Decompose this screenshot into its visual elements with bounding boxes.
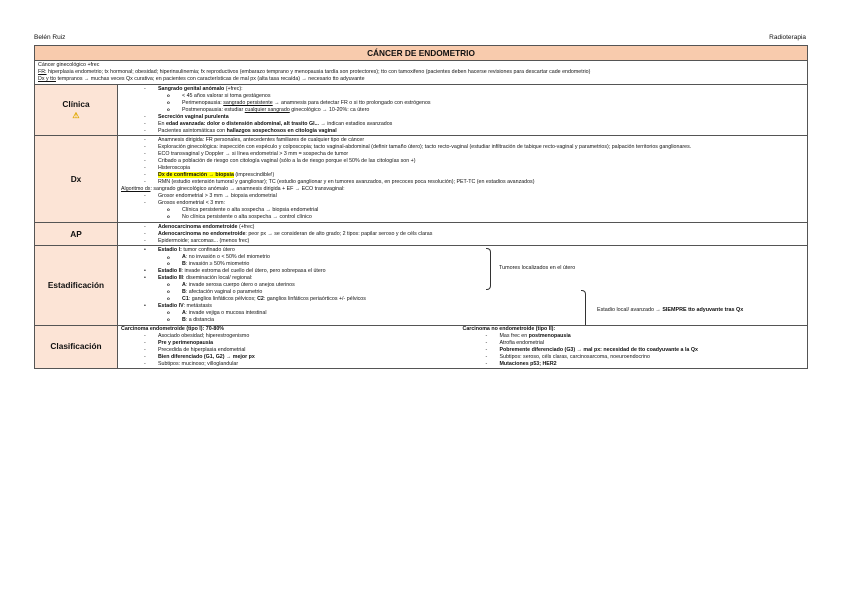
dx-label: Dx [35, 136, 118, 222]
list-item [463, 333, 805, 340]
list-item [121, 107, 804, 114]
text: Adenocarcinoma no endometroide [158, 230, 246, 237]
highlight-biopsia: Dx de confirmación → biopsia [158, 172, 234, 179]
algoritmo-label: Algoritmo dx [121, 186, 151, 193]
text: : invade vejiga o mucosa intestinal [185, 309, 267, 316]
intro-fr [38, 69, 804, 76]
list-item: - RMN (estudio extensión tumoral y ganglionar); TC (estudio ganglionar y en tumores avanzados, en precoces poca resolución); PET-TC (en estadios avanzados) [121, 179, 804, 186]
text: Estadio II [158, 268, 182, 275]
text: : ganglios linfáticos periaórticos +/- pélvicos [263, 296, 366, 303]
text: C2 [257, 296, 264, 303]
text: : diseminación local/ regional: [183, 275, 253, 282]
brace-avanzado-label [597, 307, 743, 314]
list-item: o < 45 años valorar si toma gestágenos [121, 93, 804, 100]
text: (+frec) [237, 223, 255, 230]
text: : metástasis [183, 303, 212, 309]
list-item: - Subtipos: mucinoso; villoglandular [121, 361, 463, 368]
list-item [121, 317, 804, 324]
clasificacion-label: Clasificación [35, 325, 118, 368]
list-item [121, 128, 804, 135]
text: Mutaciones p53; HER2 [499, 360, 557, 367]
list-item: o Clínica persistente o alta sospecha → biopsia endometrial [121, 207, 804, 214]
text: SIEMPRE tto adyuvante tras Qx [662, 307, 744, 314]
clinica-content [118, 84, 808, 135]
intro-cell [35, 60, 808, 84]
text: B [182, 316, 186, 323]
subject-name: Radioterapia [769, 34, 806, 41]
ap-label: AP [35, 222, 118, 246]
list-item [121, 114, 804, 121]
fr-text: hiperplasia endometrio; tx hormonal; obesidad; hiperinsulinemia; fx reproductivos (embarazo temprano y menopausia tardía son protectores); tto con tamoxifeno (pacientes deben hacerse revisiones para descartar cade endometrio) [46, 68, 591, 75]
estadificacion-label: Estadificación [35, 246, 118, 325]
text: : invade estroma del cuello del útero, pero sobrepasa el útero [181, 268, 326, 275]
ap-content [118, 222, 808, 246]
text: Perimenopausia: [182, 99, 224, 106]
list-item: - Asociado obesidad; hiperestrogenismo [121, 333, 463, 340]
brace-localizados-label: Tumores localizados en el útero [499, 265, 576, 272]
text: : invasión ≥ 50% miometrio [185, 261, 250, 268]
text: A [182, 254, 186, 261]
text: Postmenopausia: estudiar [182, 106, 245, 113]
tipo-1-column [121, 326, 463, 368]
text: B [182, 289, 186, 296]
list-item: - Grosos endometrial < 3 mm: [121, 200, 804, 207]
text: : peor px → se consideran de alto grado; 2 tipos: papilar seroso y de céls claras [245, 230, 433, 237]
text: (imprescindible!) [233, 172, 275, 179]
fr-label: FR: [38, 68, 47, 75]
brace-avanzado [581, 290, 586, 325]
list-item: - ECO transvaginal y Doppler → si línea endometrial > 3 mm = sospecha de tumor [121, 151, 804, 158]
text: edad avanzada: dolor o distensión abdominal, alt trasito GI... [165, 120, 319, 127]
intro-dx [38, 76, 804, 83]
title-row [35, 46, 808, 61]
text: : sangrado ginecológico anómalo → anamnesis dirigida + EF → ECO transvaginal: [150, 186, 345, 193]
warning-icon: ⚠ [72, 110, 80, 120]
list-item: - Epidermoide; sarcomas... (menos frec) [121, 238, 804, 245]
text: → indican estadios avanzados [319, 120, 393, 127]
list-item [121, 268, 804, 275]
tipo-1-heading: Carcinoma endometroide (tipo I): 70-80% [121, 325, 225, 332]
dx-content [118, 136, 808, 222]
dx-label: Dx y tto [38, 75, 56, 82]
text: B [182, 261, 186, 268]
list-item [121, 275, 804, 282]
page-title: CÁNCER DE ENDOMETRIO [35, 46, 808, 61]
intro-row [35, 60, 808, 84]
intro-line-1: Cáncer ginecológico +frec [38, 61, 100, 68]
list-item: - Histeroscopia [121, 165, 804, 172]
list-item [121, 254, 804, 261]
list-item: o No clínica persistente o alta sospecha → control clínico [121, 214, 804, 221]
brace-localizados [486, 248, 491, 290]
text: C1 [182, 296, 189, 303]
text: Bien diferenciado (G1, G2) → mejor px [158, 353, 255, 360]
text: : afectación vaginal o parametrio [185, 289, 263, 296]
list-item [121, 172, 804, 179]
list-item [121, 224, 804, 231]
list-item: - Atrofia endometrial [463, 340, 805, 347]
text: Estadio III [158, 275, 184, 282]
dx-row [35, 136, 808, 222]
clinica-row [35, 84, 808, 135]
list-item [121, 261, 804, 268]
list-item [121, 340, 463, 347]
text: sangrado persistente [223, 99, 273, 106]
sangrado-rest: (+frec): [224, 85, 243, 92]
list-item [121, 86, 804, 93]
list-item [121, 100, 804, 107]
dx-text: tempranos → muchas veces Qx curativa; en pacientes con características de mal px (alta tasa recaída) → necesario tto adyuvante [55, 75, 365, 82]
list-item: - Cribado a población de riesgo con citología vaginal (sólo a la de riesgo porque el 50% de las citologías son +) [121, 158, 804, 165]
text: ginecológico → 10-20%: ca útero [289, 106, 370, 113]
text: Adenocarcinoma endometroide [158, 223, 238, 230]
list-item [121, 289, 804, 296]
text: → anamnesis para detectar FR o si tto prolongado con estrógenos [272, 99, 431, 106]
list-item [463, 347, 805, 354]
text: : ganglios linfáticos pélvicos; [188, 296, 258, 303]
clasificacion-row [35, 325, 808, 368]
text: Estadio local/ avanzado → [597, 307, 663, 314]
tipo-2-heading: Carcinoma no endometroide (tipo II): [462, 325, 556, 332]
list-item [121, 247, 804, 254]
list-item: - Subtipos: seroso, céls claras, carcinosarcoma, noeuroendocrino [463, 354, 805, 361]
text: Pre y perimenopausia [158, 339, 214, 346]
list-item: - Grosor endometrial > 3 mm → biopsia endometrial [121, 193, 804, 200]
notes-table [34, 45, 808, 369]
text: Estadio IV [158, 303, 184, 309]
text: postmenopausia [528, 332, 571, 339]
clasificacion-content [118, 325, 808, 368]
text: : a distancia [185, 316, 215, 323]
list-item [121, 231, 804, 238]
author-name: Belén Ruiz [34, 34, 66, 41]
text: : no invasión o < 50% del miometrio [185, 254, 270, 261]
list-item: - Precedida de hiperplasia endometrial [121, 347, 463, 354]
text: Pacientes asintomáticas con [158, 127, 227, 134]
clinica-label-cell [35, 84, 118, 135]
text: Pobremente diferenciado (G3) → mal px: necesidad de tto coadyuvante a la Qx [499, 346, 698, 353]
text: tumor confinado útero [181, 247, 235, 254]
text: Estadio I: [158, 247, 182, 254]
list-item [463, 361, 805, 368]
list-item [121, 296, 804, 303]
sangrado-title: Sangrado genital anómalo [158, 85, 225, 92]
text: En [158, 120, 166, 127]
text: : invade serosa cuerpo útero o anejos uterinos [185, 282, 295, 289]
clinica-label: Clínica [62, 98, 90, 109]
list-item [121, 354, 463, 361]
tipo-2-column [463, 326, 805, 368]
ap-row [35, 222, 808, 246]
text: A [182, 309, 186, 316]
algoritmo-line [121, 186, 804, 193]
text: hallazgos sospechosos en citología vaginal [226, 127, 337, 134]
list-item [121, 282, 804, 289]
list-item: - Exploración ginecológica: inspección con espéculo y colposcopia; tacto vaginal-abdominal (definir tamaño útero); tacto recto-vaginal (estudiar infiltración de tabique recto-vaginal y parametrios); palpación territorios ganglionares. [121, 144, 804, 151]
text: Secreción vaginal purulenta [158, 113, 229, 120]
estadificacion-row [35, 246, 808, 325]
list-item: - Anamnesis dirigida: FR personales, antecedentes familiares de cualquier tipo de cáncer [121, 137, 804, 144]
text: Mas frec en [499, 332, 529, 339]
estadificacion-content [118, 246, 808, 325]
text: A [182, 282, 186, 289]
text: cualquier sangrado [244, 106, 290, 113]
list-item [121, 121, 804, 128]
